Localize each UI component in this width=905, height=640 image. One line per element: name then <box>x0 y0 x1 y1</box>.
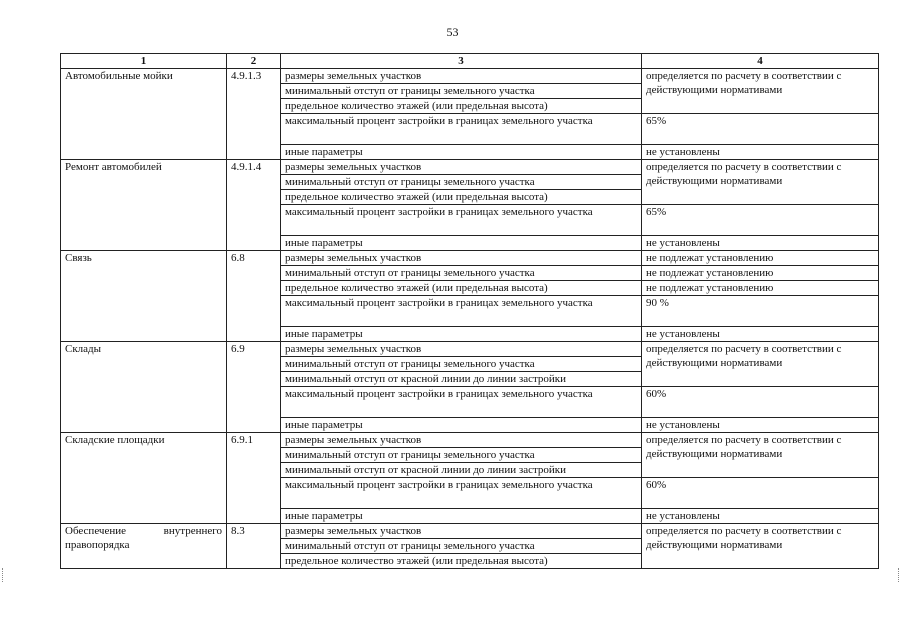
parameter-name: минимальный отступ от границы земельного участка <box>281 266 642 281</box>
parameter-value: 65% <box>642 205 879 236</box>
parameter-name: предельное количество этажей (или предельная высота) <box>281 281 642 296</box>
use-type-cell <box>61 433 227 524</box>
parameter-name: максимальный процент застройки в границах земельного участка <box>281 114 642 145</box>
use-type-code: 6.9 <box>227 342 281 433</box>
regulations-table <box>60 53 879 569</box>
use-type-cell <box>61 524 227 569</box>
parameter-name: иные параметры <box>281 418 642 433</box>
parameter-name: минимальный отступ от границы земельного участка <box>281 357 642 372</box>
use-type-code: 4.9.1.3 <box>227 69 281 160</box>
parameter-name: предельное количество этажей (или предельная высота) <box>281 99 642 114</box>
parameter-value: определяется по расчету в соответствии с действующими нормативами <box>642 433 879 478</box>
parameter-name: минимальный отступ от границы земельного участка <box>281 448 642 463</box>
parameter-name: иные параметры <box>281 236 642 251</box>
parameter-name: размеры земельных участков <box>281 433 642 448</box>
table-row <box>61 251 879 266</box>
parameter-value: 60% <box>642 478 879 509</box>
parameter-name: максимальный процент застройки в границах земельного участка <box>281 296 642 327</box>
use-type-name: Автомобильные мойки <box>65 70 173 82</box>
parameter-value: не установлены <box>642 509 879 524</box>
use-type-code: 6.9.1 <box>227 433 281 524</box>
column-header-3: 3 <box>281 54 642 69</box>
parameter-name: размеры земельных участков <box>281 342 642 357</box>
parameter-value: определяется по расчету в соответствии с действующими нормативами <box>642 69 879 114</box>
scan-edge-mark-right <box>898 568 902 582</box>
parameter-value: определяется по расчету в соответствии с действующими нормативами <box>642 160 879 205</box>
parameter-name: размеры земельных участков <box>281 69 642 84</box>
parameter-value: 60% <box>642 387 879 418</box>
header-row <box>61 54 879 69</box>
parameter-value: 90 % <box>642 296 879 327</box>
use-type-cell <box>61 160 227 251</box>
table-row <box>61 160 879 175</box>
parameter-name: минимальный отступ от границы земельного участка <box>281 84 642 99</box>
use-type-code: 4.9.1.4 <box>227 160 281 251</box>
parameter-name: иные параметры <box>281 145 642 160</box>
parameter-value: определяется по расчету в соответствии с действующими нормативами <box>642 342 879 387</box>
table-row <box>61 69 879 84</box>
parameter-name: минимальный отступ от красной линии до линии застройки <box>281 372 642 387</box>
parameter-name: размеры земельных участков <box>281 524 642 539</box>
parameter-name: максимальный процент застройки в границах земельного участка <box>281 387 642 418</box>
column-header-1: 1 <box>61 54 227 69</box>
use-type-name: Склады <box>65 343 102 355</box>
parameter-value: 65% <box>642 114 879 145</box>
parameter-name: максимальный процент застройки в границах земельного участка <box>281 478 642 509</box>
parameter-value: определяется по расчету в соответствии с действующими нормативами <box>642 524 879 569</box>
use-type-code: 6.8 <box>227 251 281 342</box>
use-type-name: Складские площадки <box>65 434 165 446</box>
parameter-name: размеры земельных участков <box>281 251 642 266</box>
parameter-value: не установлены <box>642 145 879 160</box>
parameter-name: предельное количество этажей (или предельная высота) <box>281 554 642 569</box>
column-header-4: 4 <box>642 54 879 69</box>
parameter-name: предельное количество этажей (или предельная высота) <box>281 190 642 205</box>
parameter-name: иные параметры <box>281 509 642 524</box>
use-type-cell <box>61 342 227 433</box>
use-type-code: 8.3 <box>227 524 281 569</box>
use-type-cell <box>61 69 227 160</box>
table-row <box>61 433 879 448</box>
parameter-value: не подлежат установлению <box>642 281 879 296</box>
use-type-name: Связь <box>65 252 92 264</box>
parameter-value: не установлены <box>642 327 879 342</box>
parameter-name: минимальный отступ от границы земельного участка <box>281 175 642 190</box>
parameter-name: максимальный процент застройки в границах земельного участка <box>281 205 642 236</box>
table-body <box>61 69 879 569</box>
use-type-name: Обеспечение внутреннего правопорядка <box>65 525 222 551</box>
parameter-value: не установлены <box>642 418 879 433</box>
page-number: 53 <box>446 25 459 39</box>
use-type-name: Ремонт автомобилей <box>65 161 162 173</box>
parameter-value: не установлены <box>642 236 879 251</box>
parameter-name: минимальный отступ от красной линии до линии застройки <box>281 463 642 478</box>
parameter-name: минимальный отступ от границы земельного участка <box>281 539 642 554</box>
table-row <box>61 524 879 539</box>
scan-edge-mark-left <box>2 568 6 582</box>
parameter-value: не подлежат установлению <box>642 251 879 266</box>
column-header-2: 2 <box>227 54 281 69</box>
parameter-name: размеры земельных участков <box>281 160 642 175</box>
table-row <box>61 342 879 357</box>
parameter-value: не подлежат установлению <box>642 266 879 281</box>
parameter-name: иные параметры <box>281 327 642 342</box>
use-type-cell <box>61 251 227 342</box>
